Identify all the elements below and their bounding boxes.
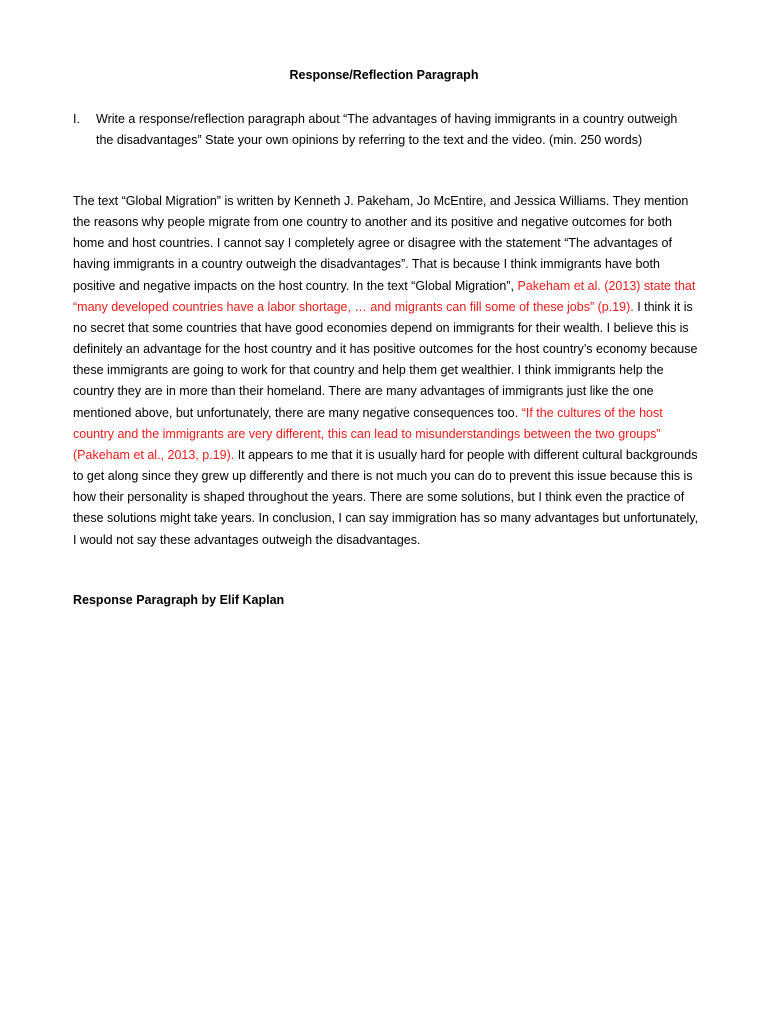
author-byline: Response Paragraph by Elif Kaplan [73, 593, 285, 607]
paragraph-text-2: I think it is no secret that some countries that have good economies depend on immigrants for their wealth. I believe this is definitely an advantage for the host country and it has positive outcomes for the host country’s economy because these immigrants are going to work for that country and help them get wealthier. I think immigrants help the country they are in more than their homeland. There are many advantages of immigrants just like the one mentioned above, but unfortunately, there are many negative consequences too. [73, 299, 698, 420]
document-title: Response/Reflection Paragraph [289, 68, 479, 82]
task-item [73, 109, 693, 151]
task-text: Write a response/reflection paragraph about “The advantages of having immigrants in a country outweigh the disadvantages” State your own opinions by referring to the text and the video. (min. 250 words) [96, 112, 678, 147]
response-paragraph [73, 191, 701, 551]
quote-cultural-misunderstanding: “If the cultures of the host country and the immigrants are very different, this can lead to misunderstandings between the two groups” (Pakeham et al., 2013, p.19). [73, 405, 663, 462]
quote-labor-shortage: Pakeham et al. (2013) state that “many developed countries have a labor shortage, … and migrants can fill some of these jobs” (p.19). [73, 278, 696, 314]
task-number: I. [73, 112, 80, 126]
paragraph-text-3: It appears to me that it is usually hard for people with different cultural backgrounds to get along since they grew up differently and there is not much you can do to prevent this issue because this is how their personality is shaped throughout the years. There are some solutions, but I think even the practice of these solutions might take years. In conclusion, I can say immigration has so many advantages but unfortunately, I would not say these advantages outweigh the disadvantages. [73, 447, 699, 547]
paragraph-text-1: The text “Global Migration” is written by Kenneth J. Pakeham, Jo McEntire, and Jessica Williams. They mention the reasons why people migrate from one country to another and its positive and negative outcomes for both home and host countries. I cannot say I completely agree or disagree with the statement “The advantages of having immigrants in a country outweigh the disadvantages”. That is because I think immigrants have both positive and negative impacts on the host country. In the text “Global Migration”, [73, 194, 689, 293]
